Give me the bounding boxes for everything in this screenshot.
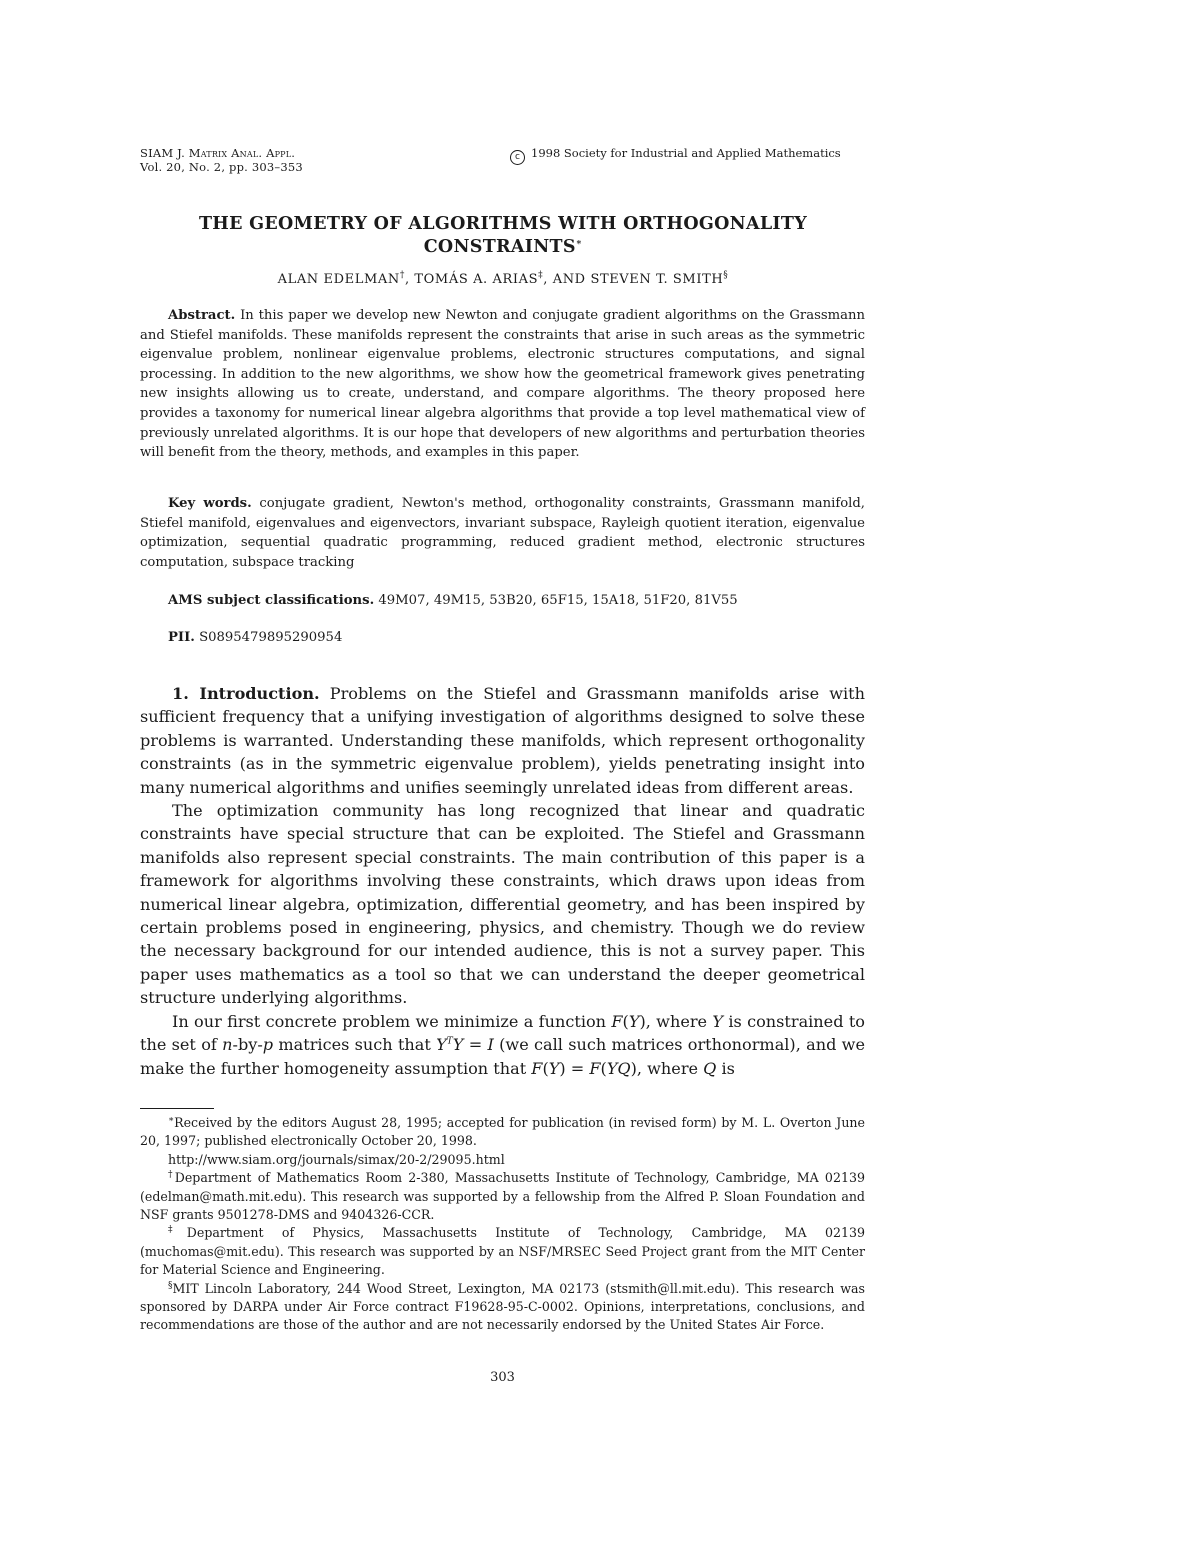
paragraph <box>140 682 865 799</box>
footnote-text: Department of Mathematics Room 2-380, Massachusetts Institute of Technology, Cambridge, MA 02139 (edelman@math.mit.edu). This research was supported by a fellowship from the Alfred P. Sloan Foundation and NSF grants 9501278-DMS and 9404326-CCR. <box>140 1170 865 1223</box>
text-run: ) = <box>559 1058 590 1078</box>
title-line-2 <box>140 236 866 259</box>
section-heading: 1. Introduction. <box>172 684 320 703</box>
footnote-text: Received by the editors August 28, 1995; accepted for publication (in revised form) by M. L. Overton June 20, 1997; published electronically October 20, 1998. <box>140 1115 865 1149</box>
footnote <box>140 1114 865 1151</box>
text-run: = <box>463 1035 488 1055</box>
text-run: is constrained to the set of <box>140 1011 865 1055</box>
math-symbol: F <box>531 1058 543 1078</box>
pii-label: PII. <box>168 630 195 645</box>
footnote <box>140 1169 865 1224</box>
footnotes <box>140 1114 865 1335</box>
copyright-icon: c <box>510 150 525 165</box>
author-footnote-mark: § <box>723 270 729 281</box>
math-symbol: p <box>262 1035 274 1055</box>
page-number: 303 <box>490 1370 515 1385</box>
abstract <box>140 306 865 463</box>
math-symbol: Y <box>712 1011 724 1031</box>
ams-text: 49M07, 49M15, 53B20, 65F15, 15A18, 51F20, 81V55 <box>378 593 738 608</box>
math-symbol: YQ <box>606 1058 631 1078</box>
author-footnote-mark: ‡ <box>538 270 544 281</box>
text-run: ), where <box>630 1058 704 1078</box>
author-list <box>140 272 866 288</box>
text-run: matrices such that <box>273 1035 437 1055</box>
paragraph: The optimization community has long recognized that linear and quadratic constraints have special structure that can be exploited. The Stiefel and Grassmann manifolds also represent special constraints. The main contribution of this paper is a framework for algorithms involving these constraints, which draws upon ideas from numerical linear algebra, optimization, differential geometry, and has been inspired by certain problems posed in engineering, physics, and chemistry. Though we do review the necessary background for our intended audience, this is not a survey paper. This paper uses mathematics as a tool so that we can understand the deeper geometrical structure underlying algorithms. <box>140 801 865 1008</box>
copyright-notice <box>510 146 841 165</box>
footnote-mark: ∗ <box>168 1114 175 1125</box>
keywords <box>140 494 865 572</box>
abstract-text: In this paper we develop new Newton and conjugate gradient algorithms on the Grassmann and Stiefel manifolds. These manifolds represent the constraints that arise in such areas as the symmetric eigenvalue problem, nonlinear eigenvalue problems, electronic structures computations, and signal processing. In addition to the new algorithms, we show how the geometrical framework gives penetrating new insights allowing us to create, understand, and compare algorithms. The theory proposed here provides a taxonomy for numerical linear algebra algorithms that provide a top level mathematical view of previously unrelated algorithms. It is our hope that developers of new algorithms and perturbation theories will benefit from the theory, methods, and examples in this paper. <box>140 308 865 461</box>
text-run: is <box>716 1058 735 1078</box>
keywords-label: Key words. <box>168 496 252 511</box>
title-line-1: THE GEOMETRY OF ALGORITHMS WITH ORTHOGONALITY <box>198 214 808 234</box>
pii <box>168 628 342 648</box>
footnote-mark: ‡ <box>168 1225 187 1236</box>
math-symbol: Y <box>436 1035 447 1055</box>
footnote-text: MIT Lincoln Laboratory, 244 Wood Street, Lexington, MA 02173 (stsmith@ll.mit.edu). This research was sponsored by DARPA under Air Force contract F19628-95-C-0002. Opinions, interpretations, conclusions, and recommendations are those of the author and are not necessarily endorsed by the United States Air Force. <box>140 1280 865 1333</box>
footnote-mark: § <box>168 1280 173 1291</box>
paper-title <box>140 213 866 259</box>
text-run: -by- <box>232 1035 263 1055</box>
footnote-text: Department of Physics, Massachusetts Institute of Technology, Cambridge, MA 02139 (muchomas@mit.edu). This research was supported by an NSF/MRSEC Seed Project grant from the MIT Center for Material Science and Engineering. <box>140 1225 866 1278</box>
footnote <box>140 1280 865 1335</box>
text-run: In our first concrete problem we minimize a function <box>172 1011 612 1031</box>
paragraph-text: Problems on the Stiefel and Grassmann manifolds arise with sufficient frequency that a unifying investigation of algorithms designed to solve these problems is warranted. Understanding these manifolds, which represent orthogonality constraints (as in the symmetric eigenvalue problem), yields penetrating insight into many numerical algorithms and unifies seemingly unrelated ideas from different areas. <box>140 684 865 797</box>
author-separator: , <box>404 272 415 287</box>
author-separator: , AND <box>543 272 591 287</box>
footnote-url[interactable]: http://www.siam.org/journals/simax/20-2/29095.html <box>168 1151 505 1167</box>
abstract-label: Abstract. <box>168 308 236 323</box>
text-run: ( <box>600 1058 607 1078</box>
paragraph <box>140 1010 865 1080</box>
text-run: ), where <box>639 1011 713 1031</box>
math-symbol: F <box>611 1011 623 1031</box>
math-symbol: Y <box>628 1011 640 1031</box>
author-footnote-mark: † <box>399 270 405 281</box>
math-symbol: I <box>487 1035 494 1055</box>
journal-volume: Vol. 20, No. 2, pp. 303–353 <box>140 160 303 174</box>
footnote <box>140 1224 865 1279</box>
pii-text: S0895479895290954 <box>199 630 343 645</box>
ams-classifications <box>168 591 738 611</box>
copyright-text: 1998 Society for Industrial and Applied Mathematics <box>531 146 841 160</box>
footnote-mark: † <box>168 1170 175 1181</box>
text-run: (we call such matrices orthonormal), and we make the further homogeneity assumption that <box>140 1035 865 1078</box>
author-name: TOMÁS A. ARIAS <box>414 272 539 287</box>
math-symbol: F <box>589 1058 601 1078</box>
ams-label: AMS subject classifications. <box>168 593 375 608</box>
math-symbol: Y <box>452 1035 464 1055</box>
author-name: ALAN EDELMAN <box>277 272 400 287</box>
author-name: STEVEN T. SMITH <box>590 272 724 287</box>
math-symbol: Q <box>703 1058 717 1078</box>
title-line-2-text: CONSTRAINTS <box>423 237 576 257</box>
journal-name: SIAM J. Matrix Anal. Appl. <box>140 146 296 160</box>
math-symbol: n <box>222 1035 233 1055</box>
text-run: ( <box>542 1058 549 1078</box>
math-symbol: Y <box>548 1058 560 1078</box>
keywords-text: conjugate gradient, Newton's method, orthogonality constraints, Grassmann manifold, Stiefel manifold, eigenvalues and eigenvectors, invariant subspace, Rayleigh quotient iteration, eigenvalue optimization, sequential quadratic programming, reduced gradient method, electronic structures computation, subspace tracking <box>140 496 865 570</box>
math-superscript: T <box>446 1036 453 1047</box>
title-footnote-mark: ∗ <box>575 238 583 249</box>
introduction-section <box>140 682 865 1080</box>
text-run: ( <box>622 1011 629 1031</box>
footnote-divider <box>140 1108 214 1109</box>
journal-header <box>140 146 303 174</box>
